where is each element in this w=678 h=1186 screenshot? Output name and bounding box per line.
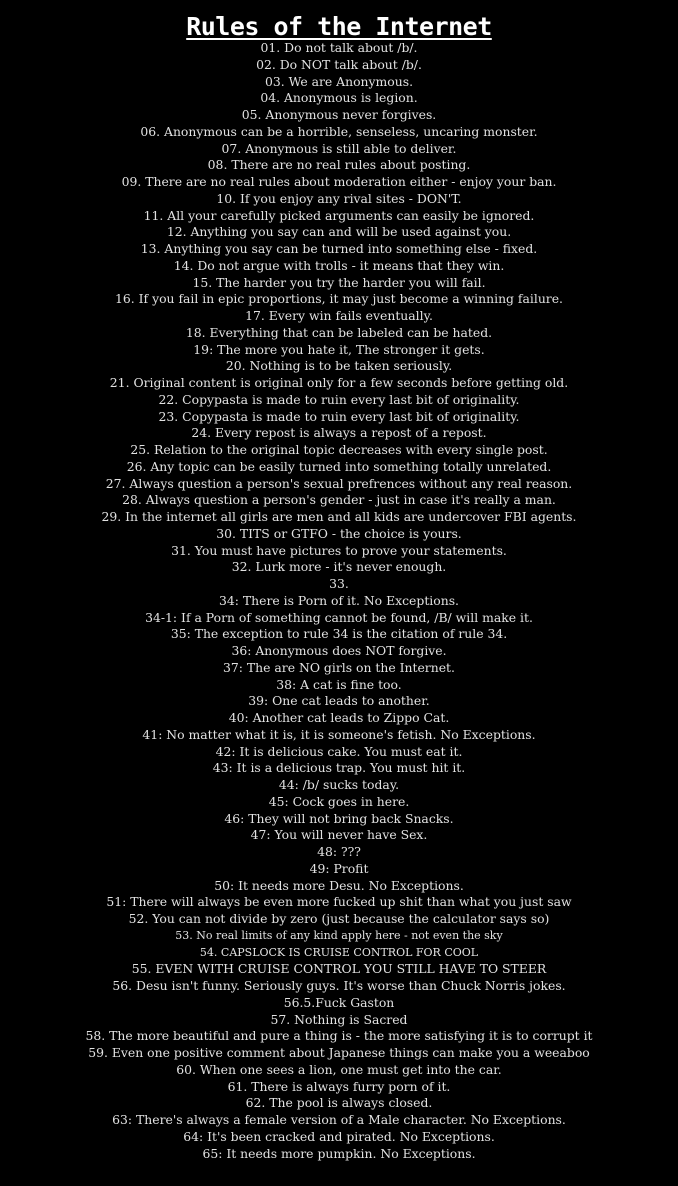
rule-item: 42: It is delicious cake. You must eat it.	[215, 743, 463, 759]
rule-item: 23. Copypasta is made to ruin every last bit of originality.	[158, 408, 520, 424]
rules-list	[0, 40, 678, 1162]
rule-item: 21. Original content is original only for a few seconds before getting old.	[109, 375, 569, 390]
rule-item: 02. Do NOT talk about /b/.	[256, 56, 422, 72]
rule-item: 03. We are Anonymous.	[264, 73, 414, 89]
rule-item: 27. Always question a person's sexual prefrences without any real reason.	[105, 475, 573, 491]
rule-item: 11. All your carefully picked arguments can easily be ignored.	[143, 207, 535, 223]
rule-item: 44: /b/ sucks today.	[278, 777, 400, 792]
rule-item: 43: It is a delicious trap. You must hit it.	[212, 760, 466, 776]
page-title: Rules of the Internet	[186, 12, 492, 41]
rule-item: 20. Nothing is to be taken seriously.	[225, 358, 453, 374]
rule-item: 29. In the internet all girls are men and all kids are undercover FBI agents.	[101, 509, 577, 524]
rule-item: 65: It needs more pumpkin. No Exceptions.	[202, 1145, 476, 1161]
rule-item: 46: They will not bring back Snacks.	[224, 810, 454, 826]
rule-item: 63: There's always a female version of a Male character. No Exceptions.	[112, 1112, 566, 1127]
rule-item: 07. Anonymous is still able to deliver.	[221, 140, 457, 156]
rule-item: 24. Every repost is always a repost of a repost.	[191, 425, 487, 441]
rule-item: 01. Do not talk about /b/.	[260, 40, 418, 55]
rule-item: 60. When one sees a lion, one must get into the car.	[176, 1061, 502, 1077]
rule-item: 52. You can not divide by zero (just because the calculator says so)	[128, 911, 550, 926]
rule-item: 17. Every win fails eventually.	[245, 308, 433, 323]
rule-item: 35: The exception to rule 34 is the citation of rule 34.	[170, 626, 508, 642]
rule-item: 15. The harder you try the harder you will fail.	[192, 274, 486, 290]
rule-item: 05. Anonymous never forgives.	[241, 107, 437, 122]
rule-item: 34: There is Porn of it. No Exceptions.	[218, 592, 459, 608]
rule-item: 64: It's been cracked and pirated. No Exceptions.	[183, 1128, 495, 1144]
rule-item: 26. Any topic can be easily turned into something totally unrelated.	[126, 458, 552, 474]
rule-item: 10. If you enjoy any rival sites - DON'T.	[216, 190, 462, 206]
rule-item: 54. CAPSLOCK IS CRUISE CONTROL FOR COOL	[199, 945, 479, 959]
rule-item: 08. There are no real rules about posting.	[207, 157, 471, 173]
rule-item: 04. Anonymous is legion.	[260, 90, 418, 106]
rule-item: 39: One cat leads to another.	[248, 693, 430, 709]
rule-item: 56.5.Fuck Gaston	[283, 994, 395, 1010]
rule-item: 22. Copypasta is made to ruin every last bit of originality.	[158, 391, 520, 407]
rule-item: 12. Anything you say can and will be used against you.	[166, 224, 512, 240]
rule-item: 62. The pool is always closed.	[245, 1095, 433, 1111]
rule-item: 59. Even one positive comment about Japanese things can make you a weeaboo	[88, 1045, 590, 1060]
rule-item: 30. TITS or GTFO - the choice is yours.	[216, 525, 462, 541]
rule-item: 55. EVEN WITH CRUISE CONTROL YOU STILL HAVE TO STEER	[131, 961, 547, 977]
rule-item: 33.	[329, 576, 349, 591]
rule-item: 41: No matter what it is, it is someone's fetish. No Exceptions.	[142, 726, 536, 742]
rule-item: 18. Everything that can be labeled can be hated.	[185, 324, 493, 340]
rule-item: 61. There is always furry porn of it.	[227, 1078, 451, 1094]
rule-item: 40: Another cat leads to Zippo Cat.	[228, 710, 450, 725]
rule-item: 51: There will always be even more fucked up shit than what you just saw	[106, 894, 572, 910]
rule-item: 49: Profit	[309, 860, 369, 876]
rule-item: 31. You must have pictures to prove your statements.	[171, 542, 507, 558]
rule-item: 57. Nothing is Sacred	[270, 1011, 408, 1027]
rule-item: 16. If you fail in epic proportions, it may just become a winning failure.	[115, 291, 563, 307]
rule-item: 06. Anonymous can be a horrible, senseless, uncaring monster.	[140, 123, 538, 139]
rule-item: 47: You will never have Sex.	[250, 827, 428, 843]
rule-item: 09. There are no real rules about moderation either - enjoy your ban.	[121, 174, 557, 189]
rule-item: 56. Desu isn't funny. Seriously guys. It's worse than Chuck Norris jokes.	[112, 978, 566, 993]
rule-item: 28. Always question a person's gender - just in case it's really a man.	[122, 492, 556, 508]
rule-item: 14. Do not argue with trolls - it means that they win.	[173, 257, 505, 273]
rule-item: 13. Anything you say can be turned into something else - fixed.	[140, 241, 538, 256]
rule-item: 58. The more beautiful and pure a thing is - the more satisfying it is to corrupt it	[85, 1028, 593, 1044]
rule-item: 32. Lurk more - it's never enough.	[231, 559, 447, 575]
rule-item: 25. Relation to the original topic decreases with every single post.	[130, 442, 548, 457]
rule-item: 48: ???	[317, 844, 361, 859]
rule-item: 37: The are NO girls on the Internet.	[223, 659, 455, 675]
rule-item: 53. No real limits of any kind apply here - not even the sky	[175, 928, 503, 942]
rule-item: 36: Anonymous does NOT forgive.	[231, 643, 447, 658]
rule-item: 38: A cat is fine too.	[276, 676, 402, 692]
rule-item: 45: Cock goes in here.	[268, 793, 410, 809]
rule-item: 50: It needs more Desu. No Exceptions.	[214, 877, 464, 893]
rule-item: 34-1: If a Porn of something cannot be found, /B/ will make it.	[145, 609, 533, 625]
rule-item: 19: The more you hate it, The stronger it gets.	[193, 341, 485, 357]
